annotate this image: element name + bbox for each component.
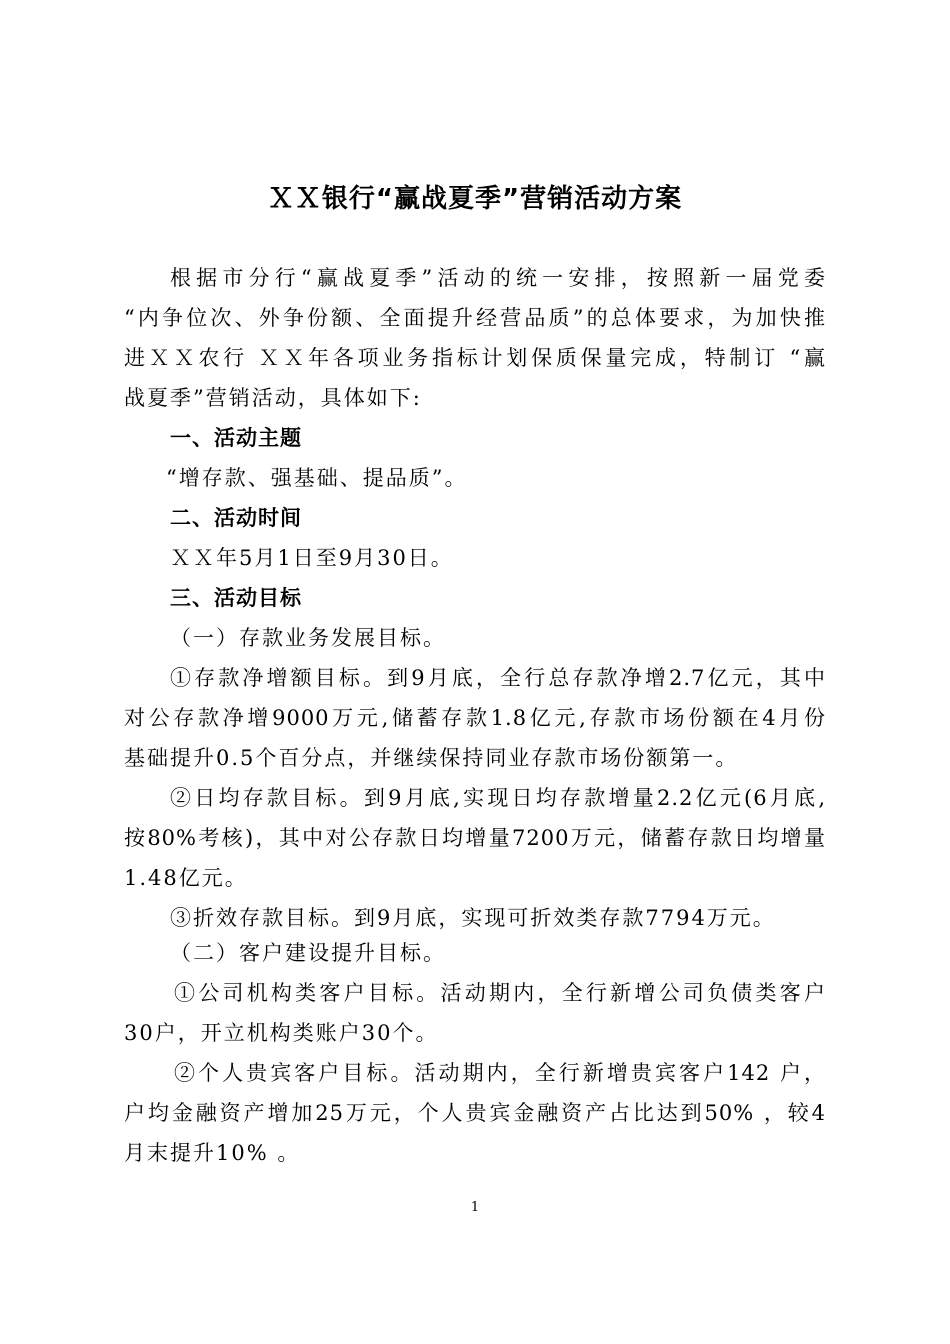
intro-line-2: “内争位次、外争份额、全面提升经营品质”的总体要求，为加快推 [124,306,826,330]
daily-avg-line-2: 按80%考核)，其中对公存款日均增量7200万元，储蓄存款日均增量 [124,826,826,850]
vip-goal-line-3: 月末提升10% 。 [124,1141,301,1165]
document-title: ＸＸ银行“赢战夏季”营销活动方案 [267,184,683,214]
deposit-goal-line-3: 基础提升0.5个百分点，并继续保持同业存款市场份额第一。 [124,746,739,770]
subheading-deposit: （一）存款业务发展目标。 [170,626,446,650]
vip-goal-line-1: ②个人贵宾客户目标。活动期内，全行新增贵宾客户142 户， [174,1061,826,1085]
daily-avg-line-3: 1.48亿元。 [124,866,248,890]
page-number: 1 [470,1200,480,1215]
deposit-goal-line-1: ①存款净增额目标。到9月底，全行总存款净增2.7亿元，其中 [170,666,826,690]
corporate-goal-line-1: ①公司机构类客户目标。活动期内，全行新增公司负债类客户 [174,981,826,1005]
intro-line-1: 根据市分行“赢战夏季”活动的统一安排，按照新一届党委 [170,266,826,290]
intro-line-4: 战夏季”营销活动，具体如下: [124,386,422,410]
daily-avg-line-1: ②日均存款目标。到9月底,实现日均存款增量2.2亿元(6月底, [170,786,826,810]
section-heading-goals: 三、活动目标 [170,586,302,610]
section-heading-theme: 一、活动主题 [170,426,302,450]
discount-deposit-line: ③折效存款目标。到9月底，实现可折效类存款7794万元。 [170,906,776,930]
intro-line-3: 进ＸＸ农行 ＸＸ年各项业务指标计划保质保量完成，特制订 “赢 [124,346,826,370]
subheading-customer: （二）客户建设提升目标。 [170,941,446,965]
theme-text: “增存款、强基础、提品质”。 [166,466,468,490]
corporate-goal-line-2: 30户，开立机构类账户30个。 [124,1021,439,1045]
deposit-goal-line-2: 对公存款净增9000万元,储蓄存款1.8亿元,存款市场份额在4月份 [124,706,826,730]
time-text: ＸＸ年5月1日至9月30日。 [170,546,454,570]
section-heading-time: 二、活动时间 [170,506,302,530]
vip-goal-line-2: 户均金融资产增加25万元，个人贵宾金融资产占比达到50% ，较4 [124,1101,826,1125]
